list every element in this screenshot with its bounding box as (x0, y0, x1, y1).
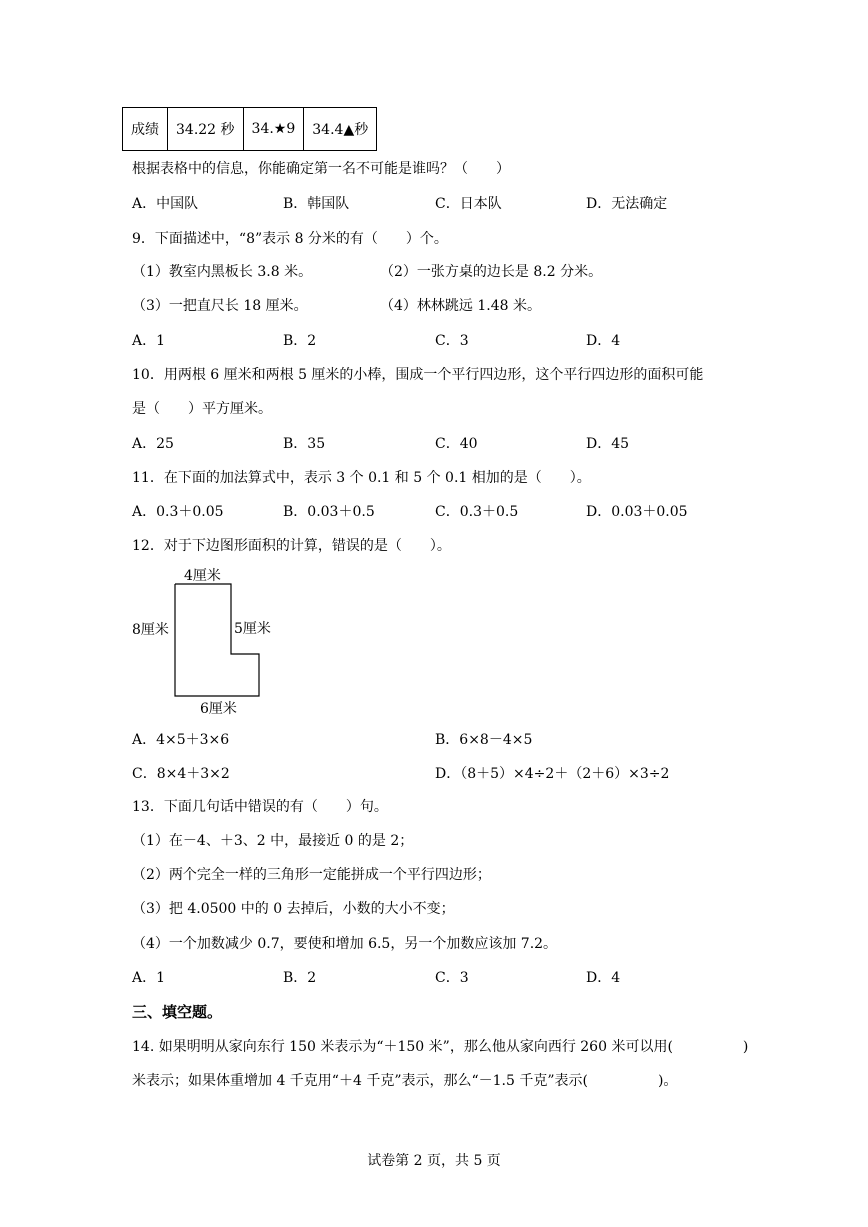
section-heading: 三、填空题。 (132, 1003, 223, 1021)
table-cell: 34.★9 (243, 108, 304, 151)
q11-question: 11．在下面的加法算式中，表示 3 个 0.1 和 5 个 0.1 相加的是（ ）。 (132, 470, 591, 486)
q12-option-c: C．8×4＋3×2 (132, 766, 230, 782)
q9-item-4: （4）林林跳远 1.48 米。 (380, 298, 541, 314)
q12-option-a: A．4×5＋3×6 (132, 732, 230, 748)
q11-option-b: B．0.03＋0.5 (283, 504, 375, 520)
q11-option-d: D．0.03＋0.05 (586, 504, 688, 520)
figure-left-label: 8厘米 (132, 622, 169, 638)
q10-option-c: C．40 (435, 436, 478, 452)
q8-option-d: D．无法确定 (586, 196, 668, 212)
q9-option-d: D．4 (586, 333, 621, 349)
q13-item-1: （1）在－4、＋3、2 中，最接近 0 的是 2； (132, 833, 414, 849)
table-row (123, 108, 377, 151)
q13-item-2: （2）两个完全一样的三角形一定能拼成一个平行四边形； (132, 867, 491, 883)
table-row-label: 成绩 (123, 108, 168, 151)
figure-top-label: 4厘米 (184, 568, 221, 584)
q11-option-c: C．0.3＋0.5 (435, 504, 519, 520)
q10-question-line2: 是（ ）平方厘米。 (132, 401, 272, 417)
table-cell: 34.22 秒 (168, 108, 244, 151)
q13-option-b: B．2 (283, 970, 317, 986)
q13-option-d: D．4 (586, 970, 621, 986)
q10-question-line1: 10．用两根 6 厘米和两根 5 厘米的小棒，围成一个平行四边形，这个平行四边形的面积可能 (132, 367, 704, 383)
q8-question: 根据表格中的信息，你能确定第一名不可能是谁吗？（ ） (132, 161, 510, 177)
q8-option-c: C．日本队 (435, 196, 502, 212)
q9-question: 9．下面描述中，“8”表示 8 分米的有（ ）个。 (132, 231, 448, 247)
q14-question-line1: 14. 如果明明从家向东行 150 米表示为“＋150 米”，那么他从家向西行 260 米可以用( ) (132, 1039, 749, 1055)
q10-option-a: A．25 (132, 436, 174, 452)
page-footer: 试卷第 2 页，共 5 页 (367, 1153, 501, 1169)
q9-item-3: （3）一把直尺长 18 厘米。 (132, 298, 308, 314)
q8-option-b: B．韩国队 (283, 196, 350, 212)
q13-option-a: A．1 (132, 970, 166, 986)
q10-option-b: B．35 (283, 436, 326, 452)
q13-item-3: （3）把 4.0500 中的 0 去掉后，小数的大小不变； (132, 901, 455, 917)
q12-question: 12．对于下边图形面积的计算，错误的是（ ）。 (132, 538, 451, 554)
q9-item-1: （1）教室内黑板长 3.8 米。 (132, 264, 313, 280)
q8-option-a: A．中国队 (132, 196, 199, 212)
q14-question-line2: 米表示；如果体重增加 4 千克用“＋4 千克”表示，那么“－1.5 千克”表示( )。 (132, 1073, 678, 1089)
q13-option-c: C．3 (435, 970, 469, 986)
q9-item-2: （2）一张方桌的边长是 8.2 分米。 (380, 264, 603, 280)
q12-option-b: B．6×8－4×5 (435, 732, 533, 748)
q13-item-4: （4）一个加数减少 0.7，要使和增加 6.5，另一个加数应该加 7.2。 (132, 936, 558, 952)
q13-question: 13．下面几句话中错误的有（ ）句。 (132, 799, 388, 815)
q10-option-d: D．45 (586, 436, 630, 452)
figure-bottom-label: 6厘米 (200, 701, 237, 717)
score-table (122, 107, 377, 151)
figure-inner-label: 5厘米 (234, 621, 271, 637)
q11-option-a: A．0.3＋0.05 (132, 504, 224, 520)
l-shape-figure (128, 562, 288, 722)
q9-option-a: A．1 (132, 333, 166, 349)
q9-option-b: B．2 (283, 333, 317, 349)
table-cell: 34.4▲秒 (304, 108, 377, 151)
q9-option-c: C．3 (435, 333, 469, 349)
q12-option-d: D．（8＋5）×4÷2＋（2＋6）×3÷2 (435, 766, 670, 782)
